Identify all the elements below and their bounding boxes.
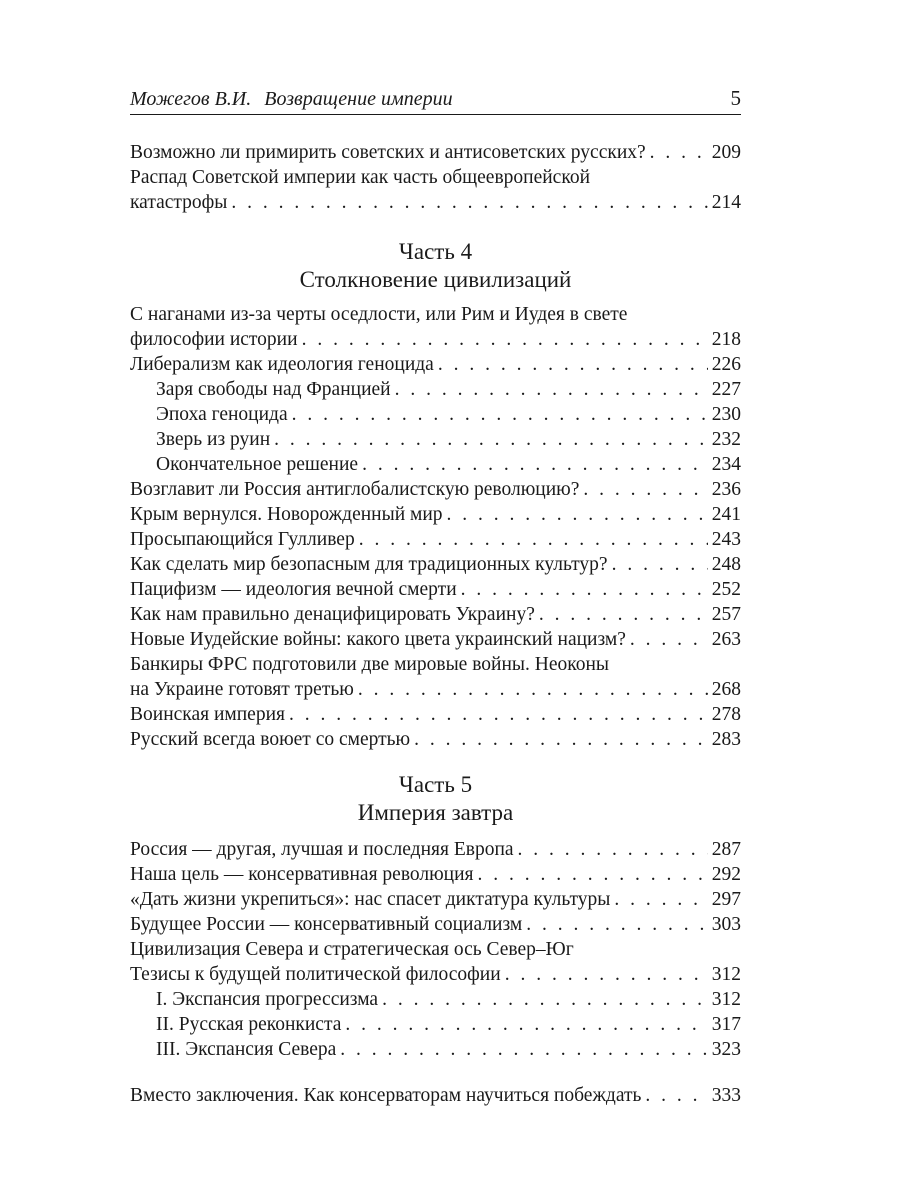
- dot-leader: [395, 377, 708, 402]
- header-left: [130, 88, 453, 111]
- toc-entry[interactable]: [130, 352, 741, 377]
- toc-entry-title: Русский всегда воюет со смертью: [130, 729, 411, 750]
- toc-subentry[interactable]: [130, 452, 741, 477]
- part-label: Часть 5: [398, 772, 473, 797]
- toc-entry-title: Пацифизм — идеология вечной смерти: [130, 579, 457, 600]
- header-author: Можегов В.И.: [130, 88, 252, 110]
- toc-entry[interactable]: [130, 577, 741, 602]
- toc-entry-title: Заря свободы над Францией: [156, 379, 391, 400]
- dot-leader: [438, 352, 708, 377]
- toc-entry[interactable]: [130, 302, 741, 352]
- toc-entry-title: Как нам правильно денацифицировать Украину?: [130, 604, 535, 625]
- toc-entry-page: 263: [711, 629, 741, 650]
- toc-entry-title-line2: философии истории: [130, 329, 298, 350]
- toc-entry-page: 257: [711, 604, 741, 625]
- toc-entry-title: Просыпающийся Гулливер: [130, 529, 355, 550]
- toc-entry-title: Будущее России — консервативный социализм: [130, 914, 523, 935]
- part-heading: [130, 771, 741, 827]
- toc-entry-title-line2: на Украине готовят третью: [130, 679, 354, 700]
- toc-entry-page: 209: [711, 142, 741, 163]
- toc-entry[interactable]: [130, 527, 741, 552]
- toc-entry-page: 241: [711, 504, 741, 525]
- toc-entry-title: Наша цель — консервативная революция: [130, 864, 474, 885]
- toc-entry[interactable]: [130, 887, 741, 912]
- toc-entry-page: 323: [711, 1039, 741, 1060]
- toc-entry-title: Либерализм как идеология геноцида: [130, 354, 434, 375]
- toc-entry[interactable]: [130, 477, 741, 502]
- dot-leader: [447, 502, 708, 527]
- toc-entry-page: 243: [711, 529, 741, 550]
- toc-subentry[interactable]: [130, 402, 741, 427]
- toc-entry-title: «Дать жизни укрепиться»: нас спасет диктатура культуры: [130, 889, 611, 910]
- dot-leader: [614, 887, 707, 912]
- dot-leader: [274, 427, 708, 452]
- dot-leader: [382, 987, 708, 1012]
- dot-leader: [650, 140, 708, 165]
- dot-leader: [231, 190, 707, 215]
- dot-leader: [362, 452, 708, 477]
- dot-leader: [518, 837, 708, 862]
- running-header: [130, 84, 741, 115]
- toc-entry-page: 252: [711, 579, 741, 600]
- toc-entry-page: 312: [711, 989, 741, 1010]
- table-of-contents: [130, 140, 741, 1108]
- toc-entry-page: 268: [711, 679, 741, 700]
- dot-leader: [359, 527, 708, 552]
- toc-entry[interactable]: [130, 552, 741, 577]
- toc-subentry[interactable]: [130, 427, 741, 452]
- toc-entry-title: Россия — другая, лучшая и последняя Европа: [130, 839, 514, 860]
- toc-entry-title-line1: Распад Советской империи как часть общеевропейской: [130, 167, 591, 188]
- toc-entry-title: Воинская империя: [130, 704, 285, 725]
- toc-entry-title: Возглавит ли Россия антиглобалистскую революцию?: [130, 479, 580, 500]
- dot-leader: [645, 1083, 707, 1108]
- toc-entry-title: Зверь из руин: [156, 429, 271, 450]
- toc-entry-page: 230: [711, 404, 741, 425]
- toc-entry-page: 303: [711, 914, 741, 935]
- toc-entry-title: Вместо заключения. Как консерваторам научиться побеждать: [130, 1085, 642, 1106]
- toc-entry-title-line2: Тезисы к будущей политической философии: [130, 964, 501, 985]
- toc-subentry[interactable]: [130, 987, 741, 1012]
- toc-subentry[interactable]: [130, 1037, 741, 1062]
- toc-entry[interactable]: [130, 1083, 741, 1108]
- toc-entry-title: I. Экспансия прогрессизма: [156, 989, 379, 1010]
- toc-entry-title: Как сделать мир безопасным для традиционных культур?: [130, 554, 608, 575]
- toc-entry-page: 234: [711, 454, 741, 475]
- toc-entry[interactable]: [130, 702, 741, 727]
- toc-entry[interactable]: [130, 937, 741, 987]
- dot-leader: [505, 962, 708, 987]
- toc-entry[interactable]: [130, 862, 741, 887]
- toc-entry-title: II. Русская реконкиста: [156, 1014, 342, 1035]
- toc-entry-page: 297: [711, 889, 741, 910]
- toc-entry-page: 236: [711, 479, 741, 500]
- toc-entry-page: 312: [711, 964, 741, 985]
- toc-entry-title: Окончательное решение: [156, 454, 359, 475]
- part-subtitle: Столкновение цивилизаций: [299, 267, 572, 292]
- page-number: 5: [730, 86, 741, 110]
- part-subtitle: Империя завтра: [357, 800, 514, 825]
- toc-entry-page: 292: [711, 864, 741, 885]
- toc-entry[interactable]: [130, 912, 741, 937]
- toc-entry[interactable]: [130, 727, 741, 752]
- toc-entry-page: 333: [711, 1085, 741, 1106]
- dot-leader: [302, 327, 708, 352]
- dot-leader: [292, 402, 708, 427]
- toc-entry[interactable]: [130, 652, 741, 702]
- toc-entry-page: 232: [711, 429, 741, 450]
- dot-leader: [583, 477, 707, 502]
- toc-entry-page: 317: [711, 1014, 741, 1035]
- dot-leader: [612, 552, 708, 577]
- dot-leader: [340, 1037, 707, 1062]
- toc-entry-title: Новые Иудейские войны: какого цвета украинский нацизм?: [130, 629, 626, 650]
- part-heading: [130, 238, 741, 294]
- dot-leader: [358, 677, 708, 702]
- toc-entry-title-line2: катастрофы: [130, 192, 228, 213]
- toc-entry-title-line1: Банкиры ФРС подготовили две мировые войны. Неоконы: [130, 654, 610, 675]
- dot-leader: [478, 862, 708, 887]
- toc-entry-page: 287: [711, 839, 741, 860]
- toc-entry-title: Возможно ли примирить советских и антисоветских русских?: [130, 142, 646, 163]
- part-label: Часть 4: [398, 239, 473, 264]
- toc-entry-page: 248: [711, 554, 741, 575]
- toc-entry-page: 218: [711, 329, 741, 350]
- toc-entry[interactable]: [130, 602, 741, 627]
- toc-entry-title-line1: Цивилизация Севера и стратегическая ось Север–Юг: [130, 939, 574, 960]
- toc-subentry[interactable]: [130, 1012, 741, 1037]
- toc-entry[interactable]: [130, 140, 741, 165]
- toc-entry-title: Эпоха геноцида: [156, 404, 288, 425]
- dot-leader: [630, 627, 708, 652]
- toc-entry-page: 283: [711, 729, 741, 750]
- header-book-title: Возвращение империи: [264, 88, 453, 110]
- toc-entry-title: III. Экспансия Севера: [156, 1039, 337, 1060]
- toc-entry[interactable]: [130, 837, 741, 862]
- toc-entry[interactable]: [130, 502, 741, 527]
- dot-leader: [289, 702, 708, 727]
- toc-entry-title-line1: С наганами из-за черты оседлости, или Рим и Иудея в свете: [130, 304, 628, 325]
- toc-entry[interactable]: [130, 165, 741, 215]
- dot-leader: [461, 577, 708, 602]
- toc-entry[interactable]: [130, 627, 741, 652]
- dot-leader: [539, 602, 708, 627]
- toc-entry-title: Крым вернулся. Новорожденный мир: [130, 504, 443, 525]
- dot-leader: [345, 1012, 707, 1037]
- toc-entry-page: 227: [711, 379, 741, 400]
- toc-entry-page: 226: [711, 354, 741, 375]
- toc-entry-page: 278: [711, 704, 741, 725]
- dot-leader: [414, 727, 708, 752]
- toc-subentry[interactable]: [130, 377, 741, 402]
- dot-leader: [526, 912, 708, 937]
- toc-entry-page: 214: [711, 192, 741, 213]
